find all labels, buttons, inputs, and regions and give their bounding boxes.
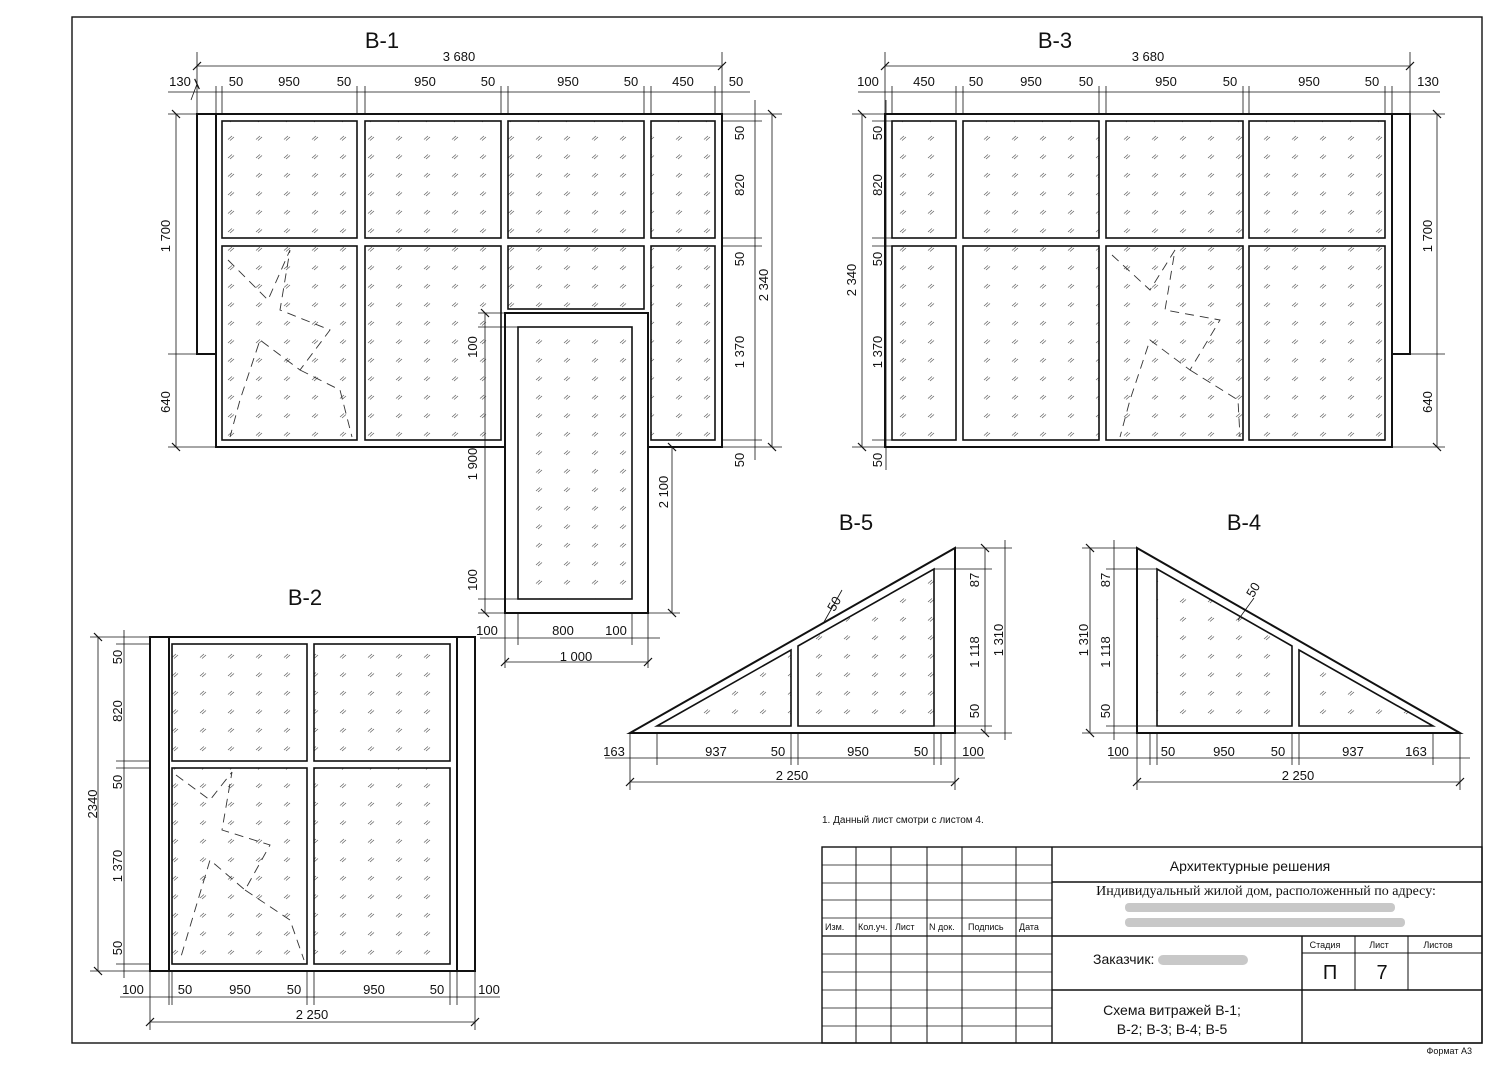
v3-dim-right: 640	[1420, 391, 1435, 413]
v1-dim: 50	[623, 74, 639, 89]
v3-dim: 50	[1078, 74, 1094, 89]
v1-dim: 50	[336, 74, 352, 89]
v1-dim: 950	[557, 74, 579, 89]
v1-pane	[508, 246, 644, 309]
vitrage-v4	[1076, 510, 1470, 790]
stamp-drawing-title: В-2; В-3; В-4; В-5	[1116, 1021, 1228, 1037]
v4-pane	[1157, 569, 1292, 726]
v1-dim: 50	[228, 74, 244, 89]
v3-dim: 50	[968, 74, 984, 89]
v5-dim-bottom: 50	[913, 744, 929, 759]
v2-dim-left: 50	[110, 649, 125, 665]
v3-dim: 950	[1020, 74, 1042, 89]
stamp-customer-label: Заказчик:	[1093, 951, 1155, 967]
stamp-header: Дата	[1019, 922, 1039, 932]
v3-dim: 50	[1364, 74, 1380, 89]
v1-door-bottom-total: 1 000	[559, 649, 593, 664]
v5-dim-bottom-total: 2 250	[775, 768, 809, 783]
v4-dim-bottom: 163	[1405, 744, 1427, 759]
v3-dim-left-total: 2 340	[844, 263, 859, 297]
v1-dim: 50	[480, 74, 496, 89]
v5-dim-bottom: 100	[962, 744, 984, 759]
v3-dim: 50	[1222, 74, 1238, 89]
v4-dim-bottom: 50	[1160, 744, 1176, 759]
v1-dim: 950	[278, 74, 300, 89]
v4-dim-left: 50	[1098, 703, 1113, 719]
v4-title: В-4	[1226, 510, 1262, 535]
v1-dim-left: 1 700	[158, 219, 173, 253]
v3-pane	[963, 246, 1099, 440]
v5-dim-diag: 50	[823, 593, 845, 614]
v5-dim-bottom: 163	[603, 744, 625, 759]
v3-pane	[1106, 121, 1243, 238]
v5-dim-right: 50	[967, 703, 982, 719]
v1-dim-total-width: 3 680	[442, 49, 476, 64]
v3-pane	[1106, 246, 1243, 440]
v2-dim-bottom: 950	[363, 982, 385, 997]
v1-door-dim: 100	[465, 569, 480, 591]
redacted-address	[1125, 918, 1405, 927]
stamp-stage-header: Стадия	[1309, 940, 1341, 950]
v3-pane	[963, 121, 1099, 238]
title-block	[822, 847, 1482, 1043]
v2-dim-bottom: 100	[122, 982, 144, 997]
stamp-header: Изм.	[825, 922, 845, 932]
v2-pane	[314, 644, 450, 761]
v3-pane	[892, 121, 956, 238]
stamp-sheet-header: Лист	[1369, 940, 1389, 950]
v5-dim-bottom: 937	[705, 744, 727, 759]
stamp-stage: П	[1322, 962, 1338, 984]
v2-dim-bottom: 50	[429, 982, 445, 997]
stamp-sheets-header: Листов	[1423, 940, 1453, 950]
stamp-object: Индивидуальный жилой дом, расположенный по адресу:	[1096, 884, 1436, 899]
v2-dim-bottom-total: 2 250	[295, 1007, 329, 1022]
v1-pane	[222, 246, 357, 440]
v4-dim-left: 87	[1098, 572, 1113, 588]
v1-door-dim: 1 900	[465, 447, 480, 481]
v4-dim-bottom-total: 2 250	[1281, 768, 1315, 783]
v3-dim-left: 50	[870, 125, 885, 141]
v1-dim-right: 1 370	[732, 335, 747, 369]
v1-pane	[222, 121, 357, 238]
v1-pane	[508, 121, 644, 238]
v3-side-strip	[1392, 114, 1410, 354]
v4-dim-diag: 50	[1242, 579, 1264, 600]
v5-pane	[798, 569, 934, 726]
v1-dim-left: 640	[158, 391, 173, 413]
vitrage-v2	[85, 585, 500, 1030]
vitrage-v3	[844, 28, 1445, 470]
v2-dim-bottom: 50	[177, 982, 193, 997]
v2-dim-bottom: 50	[286, 982, 302, 997]
v3-pane	[1249, 121, 1385, 238]
v1-dim-right-total: 2 340	[756, 268, 771, 302]
v1-dim: 130	[169, 74, 191, 89]
v1-dim-right: 50	[732, 125, 747, 141]
v4-pane	[1299, 650, 1433, 726]
v5-dim-right: 1 118	[967, 636, 982, 668]
v4-dim-bottom: 950	[1213, 744, 1235, 759]
stamp-header: Лист	[895, 922, 915, 932]
redacted-customer	[1158, 955, 1248, 965]
v3-dim-right: 1 700	[1420, 219, 1435, 253]
v3-dim: 100	[857, 74, 879, 89]
v1-door-total: 2 100	[656, 475, 671, 509]
v2-pane	[314, 768, 450, 964]
v4-dim-bottom: 100	[1107, 744, 1129, 759]
v3-dim: 450	[913, 74, 935, 89]
v3-dim-left: 1 370	[870, 335, 885, 369]
v4-dim-bottom: 937	[1342, 744, 1364, 759]
v5-dim-bottom: 50	[770, 744, 786, 759]
v1-dim: 950	[414, 74, 436, 89]
v1-pane	[651, 121, 715, 238]
v4-dim-left-total: 1 310	[1076, 623, 1091, 657]
v3-dim-left: 820	[870, 174, 885, 196]
v1-pane	[651, 246, 715, 440]
v4-dim-left: 1 118	[1098, 636, 1113, 668]
v2-side-strip-left	[150, 637, 169, 971]
v2-pane	[172, 644, 307, 761]
vitrage-v1	[158, 28, 782, 668]
v1-dim: 450	[672, 74, 694, 89]
v2-dim-left: 820	[110, 700, 125, 722]
stamp-section: Архитектурные решения	[1169, 858, 1331, 874]
sheet-note: 1. Данный лист смотри с листом 4.	[822, 815, 984, 826]
stamp-sheet: 7	[1376, 962, 1388, 984]
v5-title: В-5	[838, 510, 874, 535]
v3-dim: 130	[1417, 74, 1439, 89]
v4-dim-bottom: 50	[1270, 744, 1286, 759]
stamp-drawing-title: Схема витражей В-1;	[1103, 1002, 1241, 1018]
v5-pane	[657, 650, 791, 726]
v1-pane	[365, 121, 501, 238]
redacted-address	[1125, 903, 1395, 912]
v3-dim: 950	[1298, 74, 1320, 89]
v2-pane	[172, 768, 307, 964]
stamp-header: Кол.уч.	[858, 922, 888, 932]
v1-door-pane	[518, 327, 632, 599]
v5-dim-right: 87	[967, 572, 982, 588]
v1-dim: 50	[728, 74, 744, 89]
v2-dim-left: 50	[110, 774, 125, 790]
v2-title: В-2	[287, 585, 323, 610]
v1-dim-right: 50	[732, 251, 747, 267]
v2-dim-bottom: 950	[229, 982, 251, 997]
v2-dim-bottom: 100	[478, 982, 500, 997]
v2-side-strip-right	[457, 637, 475, 971]
v1-dim-right: 50	[732, 452, 747, 468]
v1-door-bottom-dim: 100	[605, 623, 627, 638]
stamp-header: N док.	[929, 922, 955, 932]
v5-dim-bottom: 950	[847, 744, 869, 759]
v1-dim-right: 820	[732, 174, 747, 196]
v2-dim-left: 50	[110, 940, 125, 956]
v3-pane	[1249, 246, 1385, 440]
v3-dim-total-width: 3 680	[1131, 49, 1165, 64]
v3-dim: 950	[1155, 74, 1177, 89]
v3-dim-left: 50	[870, 251, 885, 267]
vitrage-v5	[603, 510, 1012, 790]
v1-door-dim: 100	[465, 336, 480, 358]
stamp-header: Подпись	[968, 922, 1004, 932]
v3-pane	[892, 246, 956, 440]
v1-door-bottom-dim: 800	[552, 623, 574, 638]
v2-dim-left-total: 2340	[85, 789, 100, 819]
v3-dim-left: 50	[870, 452, 885, 468]
v5-dim-right-total: 1 310	[991, 623, 1006, 657]
v1-door-bottom-dim: 100	[476, 623, 498, 638]
v2-dim-left: 1 370	[110, 849, 125, 883]
v1-title: В-1	[364, 28, 400, 53]
sheet-format: Формат А3	[1426, 1046, 1472, 1056]
v1-side-strip	[197, 114, 216, 354]
v3-title: В-3	[1037, 28, 1073, 53]
v1-pane	[365, 246, 501, 440]
